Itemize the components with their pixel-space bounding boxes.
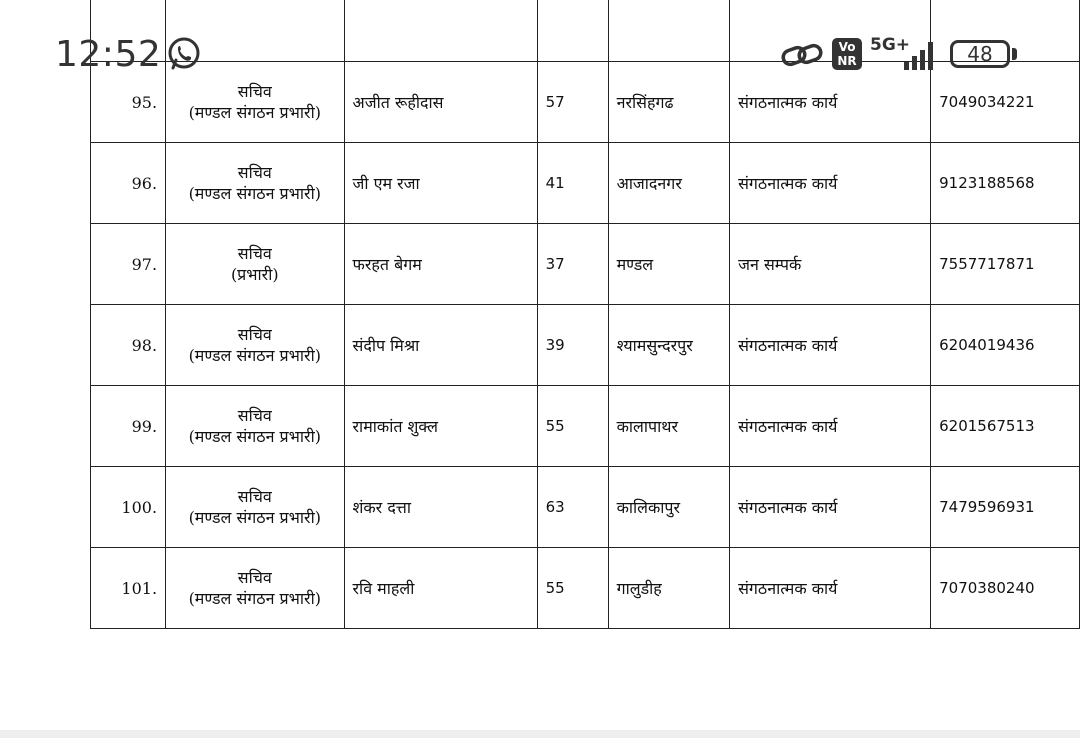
phone-cell: 9123188568: [931, 143, 1080, 224]
area-cell: श्यामसुन्दरपुर: [608, 305, 730, 386]
age-cell: 57: [537, 62, 608, 143]
area-cell: कालिकापुर: [608, 467, 730, 548]
phone-cell: 7049034221: [931, 62, 1080, 143]
post-title: सचिव: [237, 244, 272, 263]
work-cell: संगठनात्मक कार्य: [730, 548, 931, 629]
post-subtitle: (मण्डल संगठन प्रभारी): [188, 346, 321, 365]
table-cell: [91, 0, 166, 62]
age-cell: 37: [537, 224, 608, 305]
table-row: [91, 386, 1080, 467]
name-cell: शंकर दत्ता: [344, 467, 537, 548]
post-subtitle: (मण्डल संगठन प्रभारी): [188, 427, 321, 446]
table-row: [91, 224, 1080, 305]
work-cell: संगठनात्मक कार्य: [730, 467, 931, 548]
post-subtitle: (मण्डल संगठन प्रभारी): [188, 508, 321, 527]
serial-number-cell: 101.: [91, 548, 166, 629]
post-cell: [166, 143, 344, 224]
post-title: सचिव: [237, 325, 272, 344]
post-subtitle: (मण्डल संगठन प्रभारी): [188, 184, 321, 203]
work-cell: संगठनात्मक कार्य: [730, 62, 931, 143]
document-table: [90, 0, 1080, 629]
bottom-scroll-bar: [0, 730, 1080, 738]
network-type: 5G+: [870, 35, 911, 55]
table-row: [91, 305, 1080, 386]
post-subtitle: (प्रभारी): [230, 265, 279, 284]
name-cell: संदीप मिश्रा: [344, 305, 537, 386]
name-cell: जी एम रजा: [344, 143, 537, 224]
serial-number-cell: 97.: [91, 224, 166, 305]
serial-number-cell: 96.: [91, 143, 166, 224]
table-row: [91, 143, 1080, 224]
name-cell: फरहत बेगम: [344, 224, 537, 305]
table-cell: [608, 0, 730, 62]
work-cell: संगठनात्मक कार्य: [730, 143, 931, 224]
serial-number-cell: 100.: [91, 467, 166, 548]
table-row-partial: [91, 0, 1080, 62]
age-cell: 55: [537, 548, 608, 629]
serial-number-cell: 99.: [91, 386, 166, 467]
post-subtitle: (मण्डल संगठन प्रभारी): [188, 589, 321, 608]
post-cell: [166, 224, 344, 305]
age-cell: 41: [537, 143, 608, 224]
post-title: सचिव: [237, 568, 272, 587]
table-cell: [730, 0, 931, 62]
name-cell: रामाकांत शुक्ल: [344, 386, 537, 467]
serial-number-cell: 98.: [91, 305, 166, 386]
table-cell: [537, 0, 608, 62]
post-title: सचिव: [237, 406, 272, 425]
age-cell: 39: [537, 305, 608, 386]
area-cell: आजादनगर: [608, 143, 730, 224]
table-row: [91, 62, 1080, 143]
table-cell: [166, 0, 344, 62]
vonr-icon: Vo NR: [832, 38, 862, 70]
post-title: सचिव: [237, 487, 272, 506]
table-cell: [344, 0, 537, 62]
age-cell: 63: [537, 467, 608, 548]
area-cell: मण्डल: [608, 224, 730, 305]
name-cell: अजीत रूहीदास: [344, 62, 537, 143]
post-title: सचिव: [237, 163, 272, 182]
phone-cell: 7070380240: [931, 548, 1080, 629]
table-row: [91, 548, 1080, 629]
phone-cell: 7479596931: [931, 467, 1080, 548]
work-cell: जन सम्पर्क: [730, 224, 931, 305]
post-subtitle: (मण्डल संगठन प्रभारी): [188, 103, 321, 122]
post-title: सचिव: [237, 82, 272, 101]
post-cell: [166, 62, 344, 143]
status-time: 12:52: [55, 34, 162, 75]
battery-level: 48: [967, 42, 993, 66]
table-cell: [931, 0, 1080, 62]
age-cell: 55: [537, 386, 608, 467]
work-cell: संगठनात्मक कार्य: [730, 386, 931, 467]
post-cell: [166, 548, 344, 629]
area-cell: गालुडीह: [608, 548, 730, 629]
serial-number-cell: 95.: [91, 62, 166, 143]
area-cell: नरसिंहगढ: [608, 62, 730, 143]
table-row: [91, 467, 1080, 548]
work-cell: संगठनात्मक कार्य: [730, 305, 931, 386]
area-cell: कालापाथर: [608, 386, 730, 467]
phone-cell: 6204019436: [931, 305, 1080, 386]
post-cell: [166, 386, 344, 467]
name-cell: रवि माहली: [344, 548, 537, 629]
post-cell: [166, 305, 344, 386]
phone-cell: 6201567513: [931, 386, 1080, 467]
phone-cell: 7557717871: [931, 224, 1080, 305]
post-cell: [166, 467, 344, 548]
